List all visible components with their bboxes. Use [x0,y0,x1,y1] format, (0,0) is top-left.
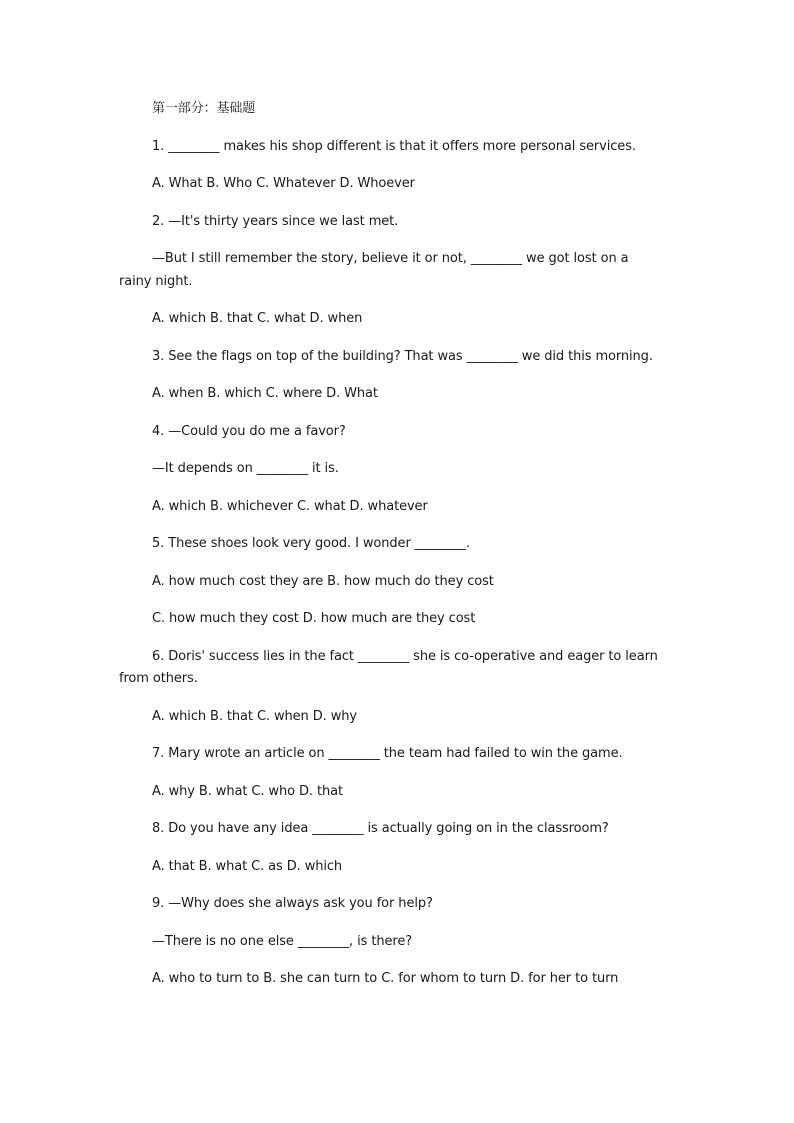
question-4-response: —It depends on ________ it is. [152,461,339,476]
question-7-options: A. why B. what C. who D. that [152,783,343,799]
section-title: 第一部分：基础题 [152,101,256,116]
question-7: 7. Mary wrote an article on ________ the team had failed to win the game. [152,746,623,761]
question-8-options: A. that B. what C. as D. which [152,858,343,874]
question-2-options: A. which B. that C. what D. when [152,311,363,326]
question-2-response: —But I still remember the story, believe it or not, ________ we got lost on a rainy night. [119,251,629,289]
question-4: 4. —Could you do me a favor? [152,423,346,439]
question-1: 1. ________ makes his shop different is that it offers more personal services. [152,138,636,154]
document-body [119,98,659,1006]
question-6: 6. Doris' success lies in the fact ________ she is co-operative and eager to learn from others. [119,648,658,686]
question-6-options: A. which B. that C. when D. why [152,708,357,724]
question-5-options-ab: A. how much cost they are B. how much do they cost [152,573,494,589]
question-9-response: —There is no one else ________, is there? [152,933,413,949]
question-2: 2. —It's thirty years since we last met. [152,213,399,229]
question-3-options: A. when B. which C. where D. What [152,386,378,401]
question-9-options: A. who to turn to B. she can turn to C. for whom to turn D. for her to turn [152,971,619,986]
question-8: 8. Do you have any idea ________ is actually going on in the classroom? [152,821,609,836]
question-9: 9. —Why does she always ask you for help? [152,896,433,911]
question-5: 5. These shoes look very good. I wonder ________. [152,536,470,551]
question-3: 3. See the flags on top of the building? That was ________ we did this morning. [152,348,653,364]
question-1-options: A. What B. Who C. Whatever D. Whoever [152,176,415,191]
question-4-options: A. which B. whichever C. what D. whatever [152,498,428,514]
question-5-options-cd: C. how much they cost D. how much are they cost [152,611,476,626]
